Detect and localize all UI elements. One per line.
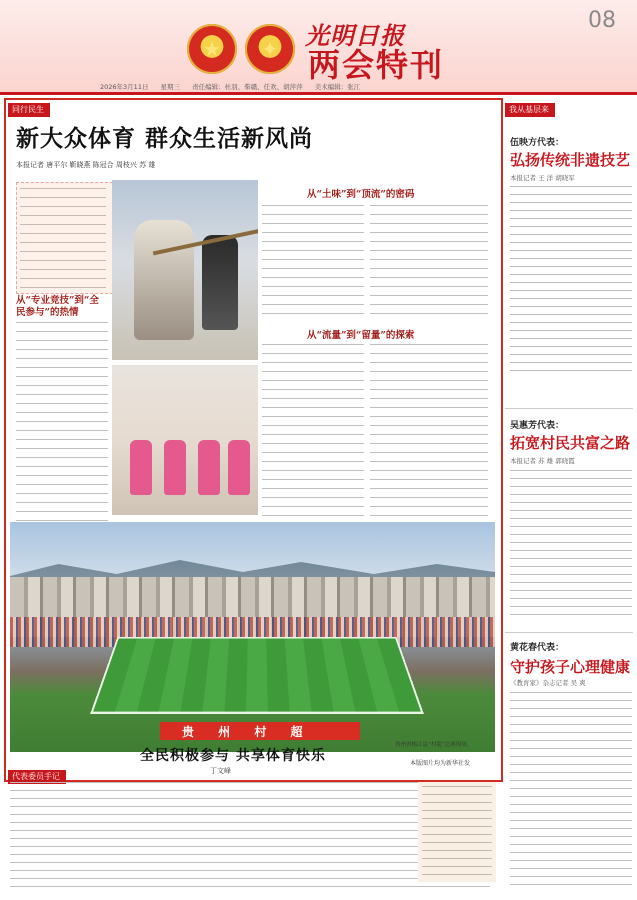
- photo-figure: [202, 235, 238, 330]
- article-text-column: [370, 344, 488, 516]
- national-emblem-icon: ★: [187, 24, 237, 74]
- page-number: 08: [588, 8, 616, 33]
- right-article-headline: 守护孩子心理健康: [510, 658, 631, 676]
- edition-date: 2026年3月11日: [100, 83, 149, 91]
- right-article-kicker: 伍映方代表：: [510, 138, 565, 148]
- column-divider: [505, 408, 633, 409]
- right-article-byline: 本报记者 苏 雄 郭晓霞: [510, 457, 575, 465]
- photo-football-field: [90, 637, 424, 714]
- main-byline: 本报记者 唐平尔 靳晓燕 陈冠合 周枝兴 苏 雄: [16, 161, 156, 169]
- right-article-headline: 弘扬传统非遗技艺: [510, 151, 631, 169]
- right-article-kicker: 吴惠芳代表：: [510, 421, 565, 431]
- right-article-kicker: 黄花春代表：: [510, 643, 565, 653]
- right-article-headline: 拓宽村民共富之路: [510, 434, 631, 452]
- article-text-column: [370, 205, 488, 320]
- article-text-column: [262, 344, 364, 516]
- photo-village-football-stadium: [10, 522, 495, 752]
- bottom-article-author: 丁文峰: [210, 767, 231, 775]
- newspaper-brand: 光明日报: [305, 21, 405, 50]
- photo-tug-of-war: [112, 180, 258, 360]
- header-rule: [0, 92, 637, 95]
- subhead-professional-to-all: 从“专业竞技”到“全民参与”的热情: [16, 295, 99, 318]
- right-article-text: [510, 186, 632, 371]
- edition-editors: 责任编辑：杜羽、柴赣、任欢、胡萍萍: [192, 83, 303, 91]
- subhead-traffic-to-retention: 从“流量”到“留量”的探索: [307, 330, 415, 341]
- photo-credit: 本版图片均为新华社发: [410, 760, 471, 767]
- section-tag: 代表委员手记: [8, 770, 66, 784]
- subhead-local-to-viral: 从“土味”到“顶流”的密码: [307, 189, 415, 200]
- section-tag: 我从基层来: [505, 103, 555, 117]
- section-title: 两会特刊: [308, 46, 445, 84]
- bottom-sidebar-text: [422, 786, 492, 878]
- right-article-text: [510, 692, 632, 887]
- photo-caption: 贵州省榕江县“村超”比赛现场。: [395, 742, 473, 748]
- section-tag: 同行民生: [8, 103, 50, 117]
- right-article-byline: 《教育家》杂志记者 吴 爽: [510, 679, 586, 687]
- column-divider: [505, 632, 633, 633]
- main-headline: 新大众体育 群众生活新风尚: [16, 125, 314, 152]
- right-article-text: [510, 470, 632, 620]
- photo-runners: [112, 365, 258, 515]
- photo-runner: [198, 440, 220, 495]
- edition-art-editor: 美术编辑：张江: [314, 83, 361, 91]
- photo-runner: [228, 440, 250, 495]
- cppcc-emblem-icon: ✦: [245, 24, 295, 74]
- bottom-sidebar-box: [418, 782, 496, 882]
- article-text-column: [262, 205, 364, 320]
- edition-weekday: 星期三: [160, 83, 181, 91]
- right-article-byline: 本报记者 王 洋 胡晓军: [510, 174, 575, 182]
- lead-text: [20, 188, 106, 288]
- photo-figure: [134, 220, 194, 340]
- edition-info: [100, 82, 630, 92]
- photo-runner: [164, 440, 186, 495]
- stadium-banner-text: 贵 州 村 超: [182, 725, 313, 739]
- bottom-article-headline: 全民积极参与 共享体育快乐: [140, 748, 326, 764]
- photo-runner: [130, 440, 152, 495]
